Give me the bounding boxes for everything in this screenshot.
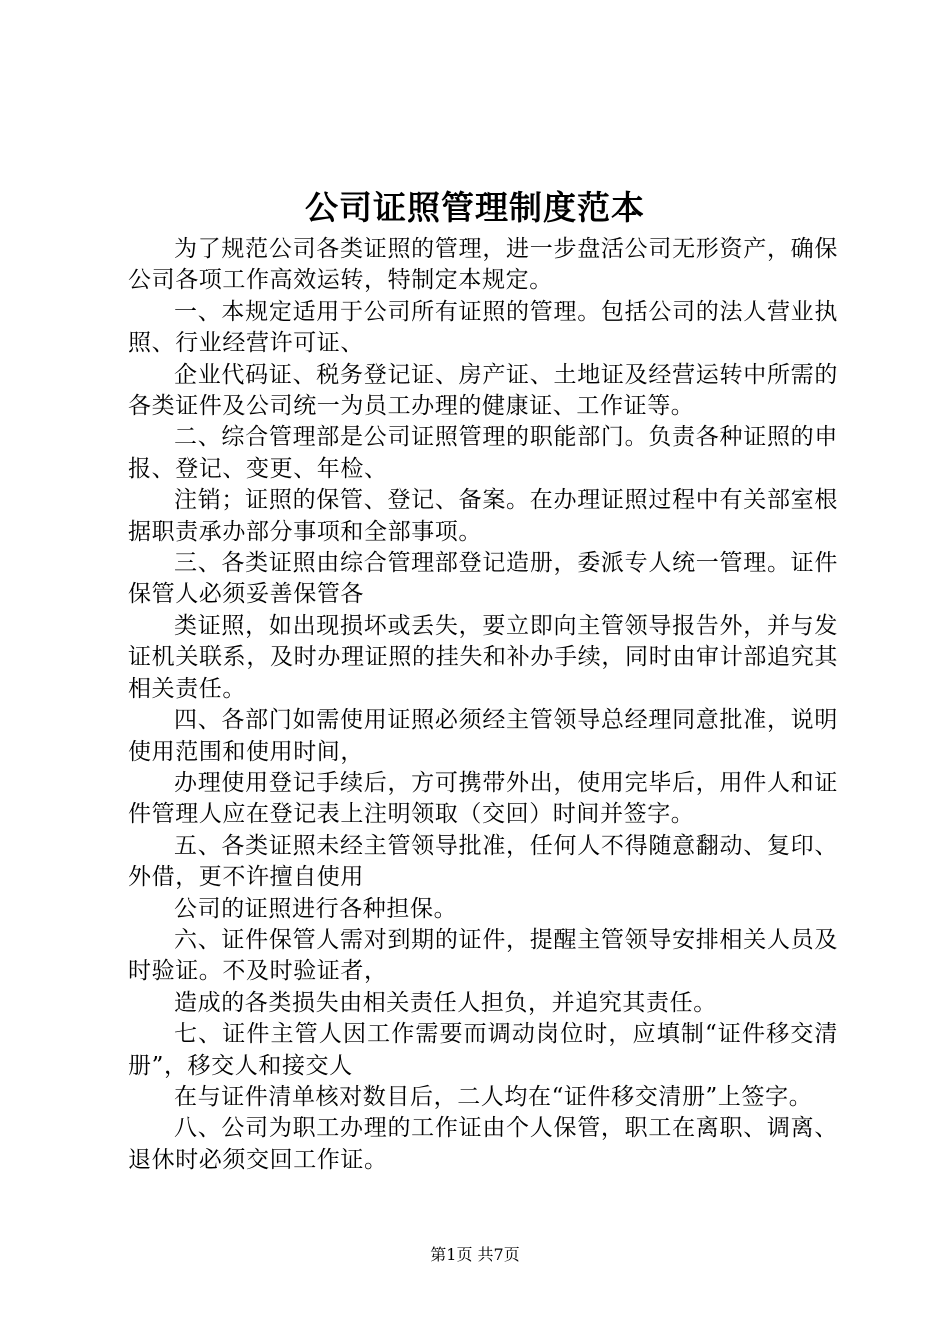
paragraph: 七、证件主管人因工作需要而调动岗位时，应填制“证件移交清册”，移交人和接交人 — [128, 1021, 838, 1079]
paragraph: 三、各类证照由综合管理部登记造册，委派专人统一管理。证件保管人必须妥善保管各 — [128, 550, 838, 608]
document-title: 公司证照管理制度范本 — [305, 188, 645, 227]
document-body — [128, 234, 838, 1176]
paragraph: 企业代码证、税务登记证、房产证、土地证及经营运转中所需的各类证件及公司统一为员工办理的健康证、工作证等。 — [128, 361, 838, 420]
page-footer: 第1页 共7页 — [430, 1245, 520, 1264]
paragraph: 五、各类证照未经主管领导批准，任何人不得随意翻动、复印、外借，更不许擅自使用 — [128, 832, 838, 891]
paragraph: 八、公司为职工办理的工作证由个人保管，职工在离职、调离、退休时必须交回工作证。 — [128, 1115, 838, 1173]
paragraph: 二、综合管理部是公司证照管理的职能部门。负责各种证照的申报、登记、变更、年检、 — [128, 424, 838, 482]
paragraph: 注销；证照的保管、登记、备案。在办理证照过程中有关部室根据职责承办部分事项和全部事项。 — [128, 487, 838, 545]
paragraph: 一、本规定适用于公司所有证照的管理。包括公司的法人营业执照、行业经营许可证、 — [128, 298, 838, 357]
paragraph: 四、各部门如需使用证照必须经主管领导总经理同意批准，说明使用范围和使用时间， — [128, 707, 838, 765]
paragraph: 在与证件清单核对数目后，二人均在“证件移交清册”上签字。 — [174, 1083, 813, 1110]
paragraph: 类证照，如出现损坏或丢失，要立即向主管领导报告外，并与发证机关联系，及时办理证照的挂失和补办手续，同时由审计部追究其相关责任。 — [128, 612, 838, 702]
paragraph: 造成的各类损失由相关责任人担负，并追究其责任。 — [174, 989, 717, 1016]
paragraph: 六、证件保管人需对到期的证件，提醒主管领导安排相关人员及时验证。不及时验证者， — [128, 926, 838, 985]
paragraph: 办理使用登记手续后，方可携带外出，使用完毕后，用件人和证件管理人应在登记表上注明领取（交回）时间并签字。 — [128, 769, 838, 828]
paragraph: 公司的证照进行各种担保。 — [174, 895, 458, 922]
paragraph: 为了规范公司各类证照的管理，进一步盘活公司无形资产，确保公司各项工作高效运转，特制定本规定。 — [128, 236, 838, 294]
